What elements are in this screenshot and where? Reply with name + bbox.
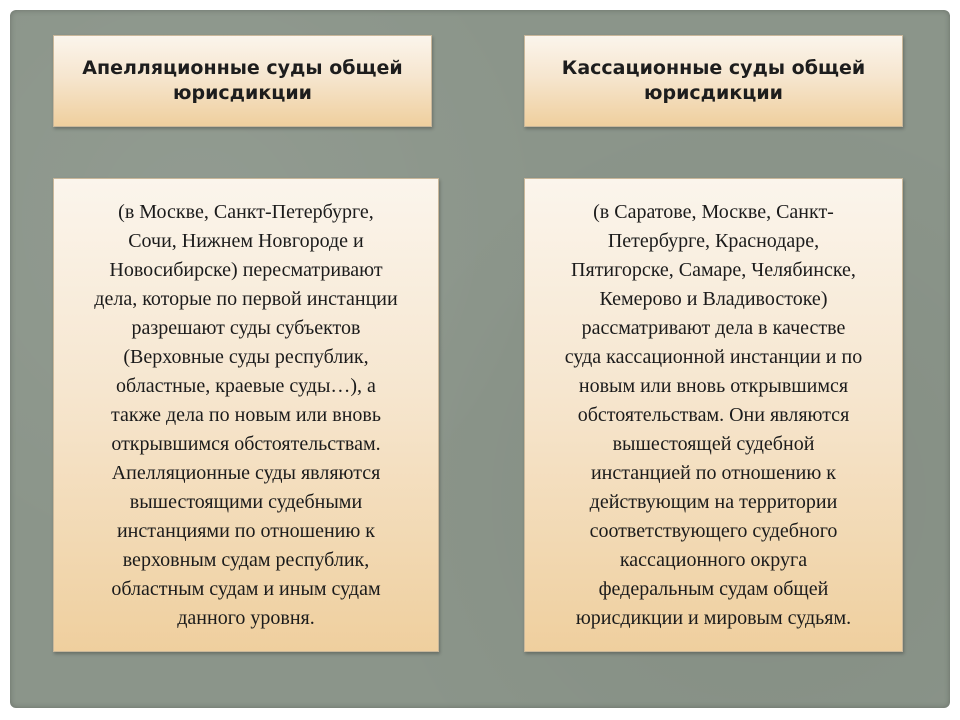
desc-line: дела, которые по первой инстанции [94,287,398,310]
desc-line: данного уровня. [177,606,315,629]
desc-line: (Верховные суды республик, [123,345,369,368]
cassation-courts-description [565,198,862,633]
desc-line: инстанцией по отношению к [590,461,837,484]
desc-line: областные, краевые суды…), а [116,374,376,397]
cassation-courts-header [524,35,903,127]
desc-line: (в Саратове, Москве, Санкт- [593,200,834,223]
desc-line: юрисдикции и мировым судьям. [575,606,852,629]
appellate-courts-title: Апелляционные суды общей юрисдикции [82,57,403,104]
desc-line: Апелляционные суды являются [111,461,381,484]
desc-line: соответствующего судебного [589,519,838,542]
desc-line: областным судам и иным судам [111,577,381,600]
desc-line: (в Москве, Санкт-Петербурге, [118,200,374,223]
desc-line: суда кассационной инстанции и по [564,345,863,368]
desc-line: федеральным судам общей [598,577,829,600]
desc-line: открывшимся обстоятельствам. [111,432,381,455]
desc-line: разрешают суды субъектов [131,316,361,339]
desc-line: верховным судам республик, [122,548,370,571]
desc-line: кассационного округа [619,548,808,571]
desc-line: новым или вновь открывшимся [578,374,849,397]
desc-line: действующим на территории [589,490,838,513]
desc-line: Новосибирске) пересматривают [109,258,383,281]
desc-line: Петербурге, Краснодаре, [607,229,820,252]
appellate-courts-description-box [53,178,439,652]
appellate-courts-header [53,35,432,127]
appellate-courts-description [94,198,397,633]
desc-line: рассматривают дела в качестве [581,316,846,339]
desc-line: вышестоящей судебной [612,432,815,455]
desc-line: Сочи, Нижнем Новгороде и [128,229,364,252]
desc-line: обстоятельствам. Они являются [577,403,850,426]
desc-line: также дела по новым или вновь [111,403,381,426]
cassation-courts-description-box [524,178,903,652]
desc-line: инстанциями по отношению к [116,519,376,542]
desc-line: Пятигорске, Самаре, Челябинске, [571,258,856,281]
cassation-courts-title: Кассационные суды общей юрисдикции [561,57,866,104]
desc-line: Кемерово и Владивостоке) [599,287,828,310]
desc-line: вышестоящими судебными [129,490,363,513]
